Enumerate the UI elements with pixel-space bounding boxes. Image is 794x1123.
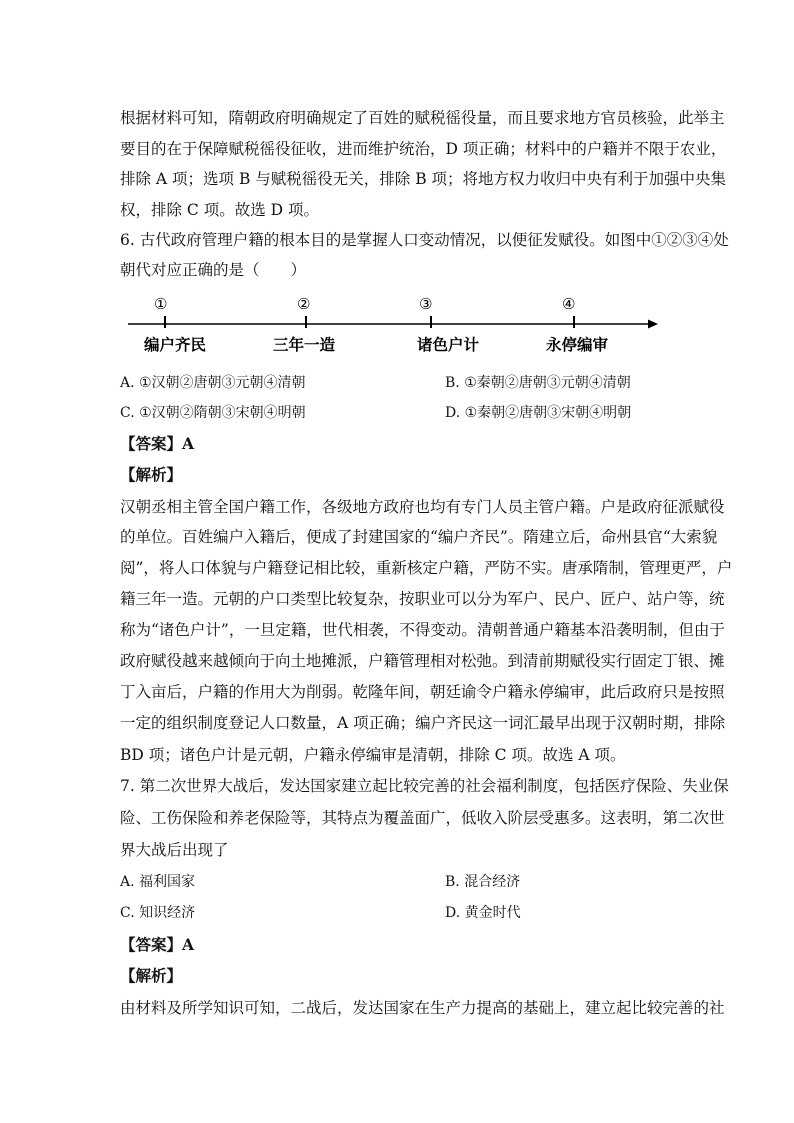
timeline-marker: ④ [562,295,576,313]
timeline-label: 诸色户计 [417,336,480,354]
analysis-line: 汉朝丞相主管全国户籍工作，各级地方政府也均有专门人员主管户籍。户是政府征派赋役 [120,498,725,516]
timeline-marker: ② [297,295,311,313]
analysis-line: 的单位。百姓编户入籍后，便成了封建国家的“编户齐民”。隋建立后，命州县官“大索貌 [120,528,718,546]
timeline-label: 永停编审 [546,336,609,354]
timeline-svg [120,282,680,362]
question-6-stem: 朝代对应正确的是（ ） [120,261,307,279]
option-b: B. 混合经济 [445,874,521,890]
question-7-stem: 险、工伤保险和养老保险等，其特点为覆盖面广，低收入阶层受惠多。这表明，第二次世 [120,809,725,827]
analysis-line: 丁入亩后，户籍的作用大为削弱。乾隆年间，朝廷谕令户籍永停编审，此后政府只是按照 [120,683,725,701]
timeline-label: 编户齐民 [144,336,207,354]
analysis-line: 要目的在于保障赋税徭役征收，进而维护统治，D 项正确；材料中的户籍并不限于农业， [120,140,727,158]
option-c: C. ①汉朝②隋朝③宋朝④明朝 [120,405,306,421]
analysis-line: 阅”，将人口体貌与户籍登记相比较，重新核定户籍，严防不实。唐承隋制，管理更严，户 [120,559,733,577]
timeline-label: 三年一造 [273,336,336,354]
analysis-line: 排除 A 项；选项 B 与赋税徭役无关，排除 B 项；将地方权力收归中央有利于加强中央集 [120,170,727,188]
analysis-line: 称为“诸色户计”，一旦定籍，世代相袭，不得变动。清朝普通户籍基本沿袭明制，但由于 [120,621,725,639]
analysis-line: 一定的组织制度登记人口数量，A 项正确；编户齐民这一词汇最早出现于汉朝时期，排除 [120,714,726,732]
timeline-marker: ③ [419,295,433,313]
analysis-line: 由材料及所学知识可知，二战后，发达国家在生产力提高的基础上，建立起比较完善的社 [120,999,725,1017]
analysis-title: 【解析】 [120,966,183,985]
option-d: D. 黄金时代 [445,905,521,921]
answer-label: 【答案】A [120,935,195,954]
option-c: C. 知识经济 [120,905,196,921]
analysis-title: 【解析】 [120,465,183,484]
option-a: A. ①汉朝②唐朝③元朝④清朝 [120,375,306,391]
option-d: D. ①秦朝②唐朝③宋朝④明朝 [445,405,632,421]
analysis-line: 根据材料可知，隋朝政府明确规定了百姓的赋税徭役量，而且要求地方官员核验，此举主 [120,109,725,127]
question-7-stem: 界大战后出现了 [120,841,229,859]
question-6-stem: 6. 古代政府管理户籍的根本目的是掌握人口变动情况，以便征发赋役。如图中①②③④处 [120,231,729,249]
option-a: A. 福利国家 [120,874,196,890]
analysis-line: 政府赋役越来越倾向于向土地摊派，户籍管理相对松弛。到清前期赋役实行固定丁银、摊 [120,652,725,670]
answer-label: 【答案】A [120,434,195,453]
analysis-line: 权，排除 C 项。故选 D 项。 [120,201,319,219]
question-7-stem: 7. 第二次世界大战后，发达国家建立起比较完善的社会福利制度，包括医疗保险、失业保 [120,777,729,795]
analysis-line: 籍三年一造。元朝的户口类型比较复杂，按职业可以分为军户、民户、匠户、站户等，统 [120,590,725,608]
option-b: B. ①秦朝②唐朝③元朝④清朝 [445,375,631,391]
analysis-line: BD 项；诸色户计是元朝，户籍永停编审是清朝，排除 C 项。故选 A 项。 [120,746,626,764]
timeline-marker: ① [154,295,168,313]
timeline-diagram [120,282,680,362]
timeline-arrow [648,320,658,329]
